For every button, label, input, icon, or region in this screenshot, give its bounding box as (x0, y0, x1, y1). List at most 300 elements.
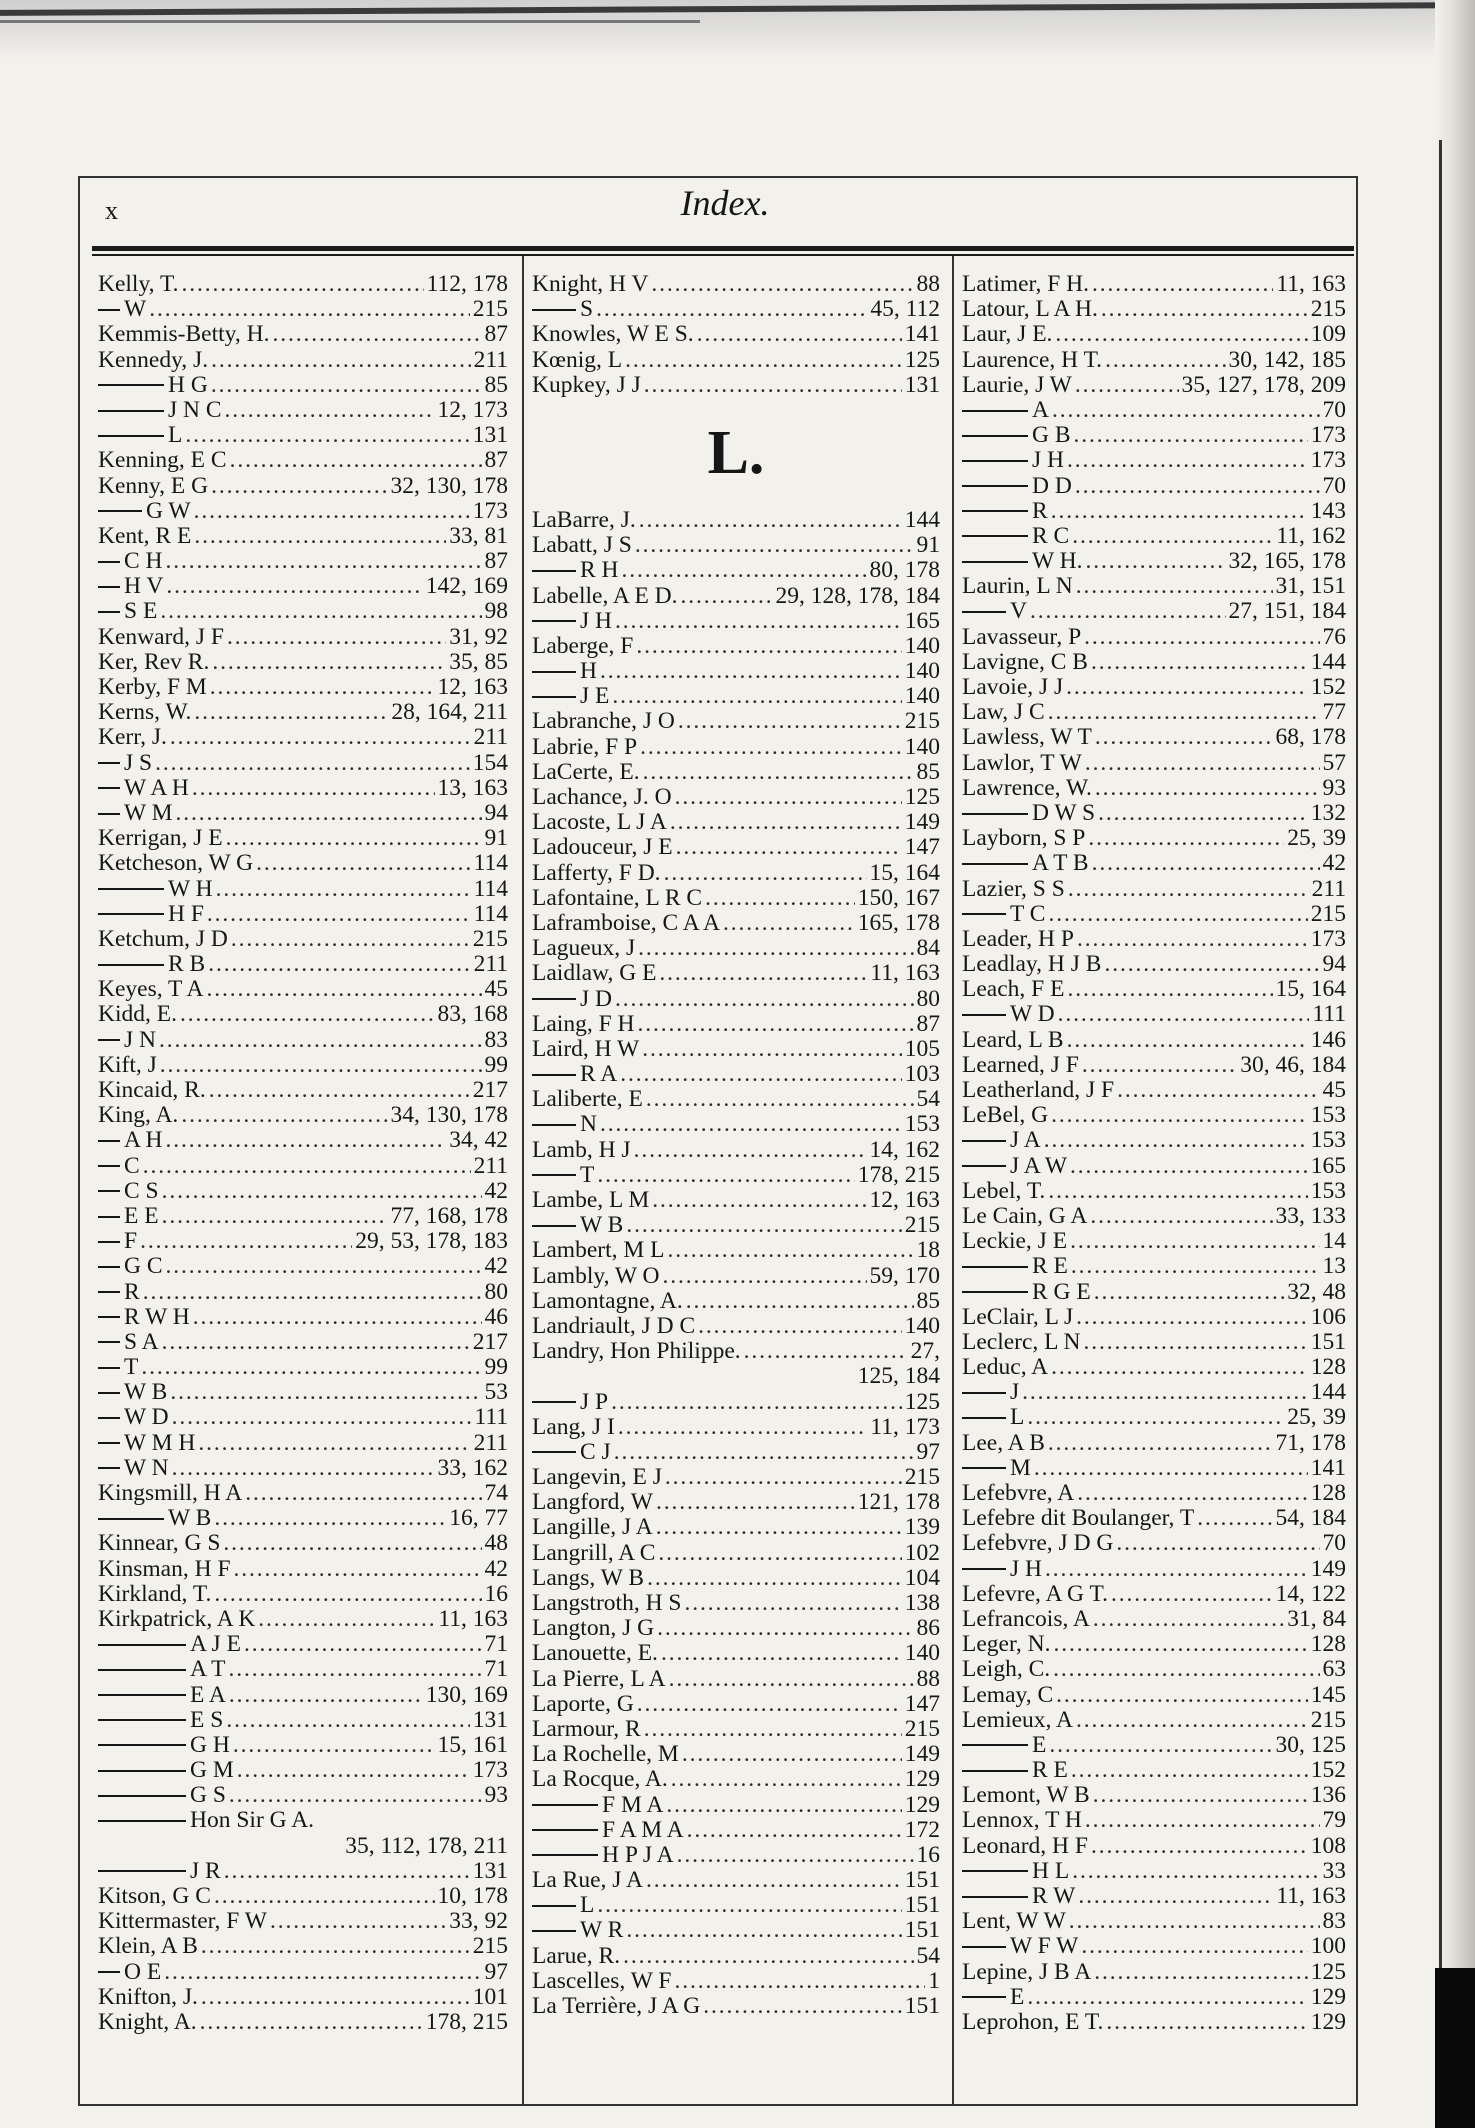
dot-leader (1067, 1028, 1308, 1053)
entry-pages: 33, 133 (1275, 1202, 1346, 1229)
entry-name (98, 1632, 241, 1657)
index-entry (98, 1053, 508, 1078)
entry-name-text: A T B (1032, 850, 1089, 877)
entry-pages: 29, 53, 178, 183 (355, 1228, 508, 1255)
dot-leader (1048, 902, 1307, 927)
ditto-dash (98, 1669, 186, 1671)
entry-name-text: G W (146, 497, 191, 524)
entry-name (98, 1607, 255, 1632)
entry-name (962, 1783, 1090, 1808)
ditto-dash (532, 1401, 576, 1403)
entry-name-text: Ladouceur, J E (532, 834, 673, 861)
entry-name-text: Kupkey, J J (532, 371, 641, 398)
entry-name (532, 1994, 700, 2019)
dot-leader (664, 861, 867, 886)
dot-leader (647, 1566, 902, 1591)
entry-pages: 14, 162 (869, 1136, 940, 1163)
entry-name-text: J A (1010, 1127, 1041, 1154)
dot-leader (1051, 1355, 1308, 1380)
index-entry (532, 1062, 940, 1087)
entry-name (532, 1918, 623, 1943)
entry-name-text: La Terrière, J A G (532, 1993, 701, 2019)
index-entry (962, 1783, 1346, 1808)
index-entry (962, 1960, 1346, 1985)
entry-name (962, 297, 1098, 322)
entry-pages: 27, (910, 1338, 940, 1365)
entry-pages: 139 (904, 1514, 940, 1541)
entry-pages: 16 (916, 1841, 940, 1868)
entry-name (532, 1515, 653, 1540)
entry-name-text: Kerr, J. (98, 724, 167, 751)
entry-name (98, 1582, 211, 1607)
index-entry (532, 1112, 940, 1137)
index-entry (98, 1078, 508, 1103)
entry-pages: 70 (1322, 1530, 1346, 1557)
index-entry (962, 1531, 1346, 1556)
index-entry (532, 373, 940, 398)
index-entry (98, 1229, 508, 1254)
entry-pages: 80 (484, 1278, 508, 1305)
entry-pages: 48 (484, 1530, 508, 1557)
index-entry (532, 1641, 940, 1666)
dot-leader (237, 1758, 470, 1783)
dot-leader (1094, 1280, 1285, 1305)
dot-leader (208, 952, 470, 977)
entry-pages: 140 (904, 683, 940, 710)
dot-leader (1070, 1154, 1308, 1179)
entry-name (962, 877, 1065, 902)
dot-leader (600, 1112, 902, 1137)
entry-name (98, 1733, 230, 1758)
entry-name (98, 398, 222, 423)
entry-name (962, 322, 1052, 347)
entry-name-text: G S (190, 1782, 226, 1809)
entry-pages: 97 (484, 1958, 508, 1985)
entry-name-text: R E (1032, 1253, 1068, 1280)
entry-pages: 70 (1322, 472, 1346, 499)
ditto-dash (98, 1518, 164, 1520)
entry-name (98, 1204, 159, 1229)
entry-name-text: Knight, H V (532, 271, 649, 297)
entry-name (962, 1960, 1091, 1985)
index-entry (532, 760, 940, 785)
entry-name (962, 272, 1089, 297)
entry-pages: 42 (484, 1253, 508, 1280)
index-entry (962, 1607, 1346, 1632)
entry-name-text: Landriault, J D C (532, 1312, 696, 1339)
entry-name (532, 936, 635, 961)
dot-leader (666, 1793, 901, 1818)
entry-name-text: Kitson, G C (98, 1883, 211, 1909)
dot-leader (1092, 851, 1320, 876)
entry-pages: 11, 173 (870, 1413, 940, 1440)
dot-leader (658, 1541, 901, 1566)
entry-name-text: Lang, J I (532, 1413, 615, 1440)
entry-pages: 125, 184 (857, 1363, 940, 1390)
entry-name-text: J E (580, 683, 610, 710)
entry-pages: 217 (472, 1328, 508, 1355)
index-entry (962, 751, 1346, 776)
entry-pages: 128 (1310, 1354, 1346, 1381)
index-entry (98, 1884, 508, 1909)
ditto-dash (98, 611, 120, 613)
entry-pages: 125 (904, 1388, 940, 1415)
entry-pages: 125 (1310, 1958, 1346, 1985)
entry-name (532, 810, 667, 835)
entry-pages: 93 (1322, 774, 1346, 801)
dot-leader (180, 1002, 435, 1027)
facing-page-edge (1435, 0, 1475, 2128)
entry-name-text: T (580, 1161, 595, 1188)
dot-leader (270, 1909, 446, 1934)
entry-name (962, 549, 1082, 574)
entry-name (962, 1229, 1067, 1254)
entry-name-text: G M (190, 1757, 234, 1784)
dot-leader (1093, 1783, 1308, 1808)
entry-name-text: F (124, 1228, 138, 1255)
entry-name (98, 1859, 221, 1884)
entry-pages: 215 (472, 925, 508, 952)
dot-leader (1022, 1380, 1308, 1405)
entry-name-text: R H (580, 557, 619, 584)
dot-leader (597, 1893, 901, 1918)
entry-pages: 141 (1310, 1454, 1346, 1481)
entry-pages: 88 (916, 1665, 940, 1692)
index-entry (532, 987, 940, 1012)
entry-name (532, 1616, 654, 1641)
ditto-dash (98, 1039, 120, 1041)
entry-pages: 34, 42 (449, 1127, 508, 1154)
dot-leader (1066, 675, 1308, 700)
ditto-dash (962, 485, 1028, 487)
entry-pages: 151 (904, 1917, 940, 1944)
entry-name-text: Lemay, C (962, 1681, 1054, 1708)
entry-name-text: King, A. (98, 1102, 179, 1129)
entry-name-text: Labrie, F P (532, 733, 638, 760)
index-entry (532, 1264, 940, 1289)
entry-name (532, 1012, 634, 1037)
index-entry (98, 1683, 508, 1708)
entry-name-text: W H. (1032, 548, 1083, 575)
entry-name (98, 1557, 231, 1582)
entry-pages: 88 (916, 271, 940, 297)
entry-pages: 83 (1322, 1908, 1346, 1935)
dot-leader (1088, 826, 1284, 851)
dot-leader (166, 1254, 482, 1279)
entry-name-text: O E (124, 1958, 162, 1985)
entry-name-text: H V (124, 573, 164, 600)
dot-leader (1095, 776, 1320, 801)
dot-leader (228, 1657, 481, 1682)
index-entry (962, 1204, 1346, 1229)
dot-leader (1067, 448, 1308, 473)
index-entry (98, 650, 508, 675)
dot-leader (675, 785, 902, 810)
entry-name-text: Langford, W (532, 1489, 653, 1516)
index-entry (532, 634, 940, 659)
entry-name (98, 751, 152, 776)
entry-name (532, 322, 694, 347)
dot-leader (1072, 1859, 1319, 1884)
entry-pages: 77, 168, 178 (390, 1202, 508, 1229)
dot-leader (185, 423, 469, 448)
entry-name (962, 1683, 1053, 1708)
index-entry (962, 549, 1346, 574)
index-entry (532, 272, 940, 297)
index-entry (962, 801, 1346, 826)
entry-name-text: LaCerte, E. (532, 758, 640, 785)
entry-name (98, 1909, 267, 1934)
dot-leader (1051, 1103, 1308, 1128)
entry-name (962, 1380, 1019, 1405)
entry-name (962, 373, 1072, 398)
entry-name (962, 1884, 1075, 1909)
entry-name-text: E (1032, 1731, 1047, 1758)
entry-pages: 83 (484, 1026, 508, 1053)
entry-name-text: R (124, 1278, 140, 1305)
dot-leader (620, 1062, 902, 1087)
entry-name (532, 1692, 634, 1717)
entry-name (962, 1128, 1041, 1153)
entry-name (98, 1783, 226, 1808)
entry-name-text: A J E (190, 1631, 241, 1658)
dot-leader (659, 961, 867, 986)
entry-name-text: W B (124, 1379, 168, 1406)
index-entry (532, 1843, 940, 1868)
entry-pages: 28, 164, 211 (391, 699, 508, 726)
index-entry (98, 499, 508, 524)
entry-name-text: J (1010, 1379, 1020, 1406)
index-entry (962, 1053, 1346, 1078)
entry-name-text: E E (124, 1202, 159, 1229)
dot-leader (231, 927, 470, 952)
index-entry (962, 322, 1346, 347)
dot-leader (1045, 1557, 1308, 1582)
entry-pages: 129 (1310, 2008, 1346, 2035)
entry-name-text: Law, J C (962, 699, 1045, 726)
entry-name-text: Lagueux, J (532, 935, 636, 962)
index-entry (962, 524, 1346, 549)
dot-leader (223, 1531, 481, 1556)
entry-name (962, 1758, 1068, 1783)
ditto-dash (962, 611, 1006, 613)
dot-leader (170, 1380, 481, 1405)
dot-leader (1095, 725, 1273, 750)
dot-leader (1049, 1733, 1272, 1758)
entry-name-text: D D (1032, 472, 1072, 499)
entry-name (98, 1506, 211, 1531)
dot-leader (160, 599, 481, 624)
entry-pages: 71 (484, 1656, 508, 1683)
dot-leader (162, 1330, 470, 1355)
ditto-dash (98, 964, 164, 966)
entry-pages: 30, 125 (1275, 1731, 1346, 1758)
entry-name-text: S E (124, 598, 158, 625)
index-entry (532, 886, 940, 911)
ditto-dash (532, 998, 576, 1000)
index-entry (98, 927, 508, 952)
entry-name (98, 1002, 177, 1027)
entry-name (98, 1280, 140, 1305)
ditto-dash (98, 1644, 186, 1646)
entry-name-text: J R (190, 1857, 221, 1884)
entry-name (532, 584, 678, 609)
entry-name (532, 1667, 666, 1692)
ditto-dash (98, 1392, 120, 1394)
index-entry (962, 977, 1346, 1002)
entry-name (962, 1733, 1046, 1758)
entry-name-text: A H (124, 1127, 163, 1154)
entry-name (962, 1481, 1074, 1506)
ditto-dash (962, 813, 1028, 815)
ditto-dash (962, 1996, 1006, 1998)
entry-pages: 84 (916, 935, 940, 962)
index-entry (98, 423, 508, 448)
entry-pages: 165 (904, 607, 940, 634)
dot-leader (226, 1708, 469, 1733)
ditto-dash (98, 813, 120, 815)
entry-pages: 173 (1310, 422, 1346, 449)
entry-name (98, 2010, 197, 2035)
dot-leader (224, 1859, 470, 1884)
entry-name-text: Lamb, H J (532, 1136, 631, 1163)
index-entry (962, 1103, 1346, 1128)
entry-name-text: Leard, L B (962, 1026, 1064, 1053)
index-entry (532, 1994, 940, 2019)
entry-pages: 32, 48 (1287, 1278, 1346, 1305)
entry-pages: 31, 84 (1287, 1605, 1346, 1632)
ditto-dash (98, 1744, 186, 1746)
entry-pages: 147 (904, 1690, 940, 1717)
entry-name (98, 272, 179, 297)
index-entry (532, 533, 940, 558)
entry-name-text: Lazier, S S (962, 875, 1065, 902)
index-entry (962, 776, 1346, 801)
entry-name (98, 1884, 211, 1909)
entry-name (98, 1657, 225, 1682)
entry-name-text: M (1010, 1454, 1031, 1481)
index-entry (532, 861, 940, 886)
ditto-dash (532, 1854, 598, 1856)
entry-name (962, 1657, 1050, 1682)
entry-name-text: R W H (124, 1303, 190, 1330)
entry-name-text: H L (1032, 1857, 1070, 1884)
dot-leader (1069, 1909, 1320, 1934)
ditto-dash (962, 913, 1006, 915)
entry-pages: 25, 39 (1287, 1404, 1346, 1431)
entry-name (98, 1431, 195, 1456)
dot-leader (1077, 1481, 1308, 1506)
index-entry (98, 826, 508, 851)
index-entry (98, 1909, 508, 1934)
entry-pages: 129 (904, 1766, 940, 1793)
dot-leader (227, 625, 446, 650)
index-entry (98, 1254, 508, 1279)
dot-leader (258, 1607, 435, 1632)
dot-leader (1094, 1960, 1308, 1985)
entry-pages: 215 (904, 1212, 940, 1239)
index-entry (532, 1339, 940, 1364)
dot-leader (207, 902, 471, 927)
entry-pages: 53 (484, 1379, 508, 1406)
entry-name-text: Leprohon, E T. (962, 2008, 1104, 2035)
entry-name-text: Lavasseur, P (962, 623, 1082, 650)
index-entry (532, 609, 940, 634)
ditto-dash (98, 888, 164, 890)
entry-pages: 101 (472, 1983, 508, 2010)
index-entry (98, 902, 508, 927)
index-entry (962, 851, 1346, 876)
index-entry (532, 1541, 940, 1566)
dot-leader (1093, 1607, 1284, 1632)
entry-name-text: H (580, 658, 597, 685)
entry-name (98, 348, 208, 373)
entry-pages: 151 (904, 1867, 940, 1894)
entry-name (962, 927, 1074, 952)
entry-name (98, 1934, 198, 1959)
index-entry (532, 1692, 940, 1717)
entry-pages: 215 (904, 708, 940, 735)
index-entry (962, 1431, 1346, 1456)
entry-name (962, 776, 1092, 801)
entry-name (962, 977, 1064, 1002)
entry-name (98, 826, 223, 851)
entry-name (532, 1264, 660, 1289)
index-entry (962, 1657, 1346, 1682)
entry-pages: 77 (1322, 699, 1346, 726)
entry-name (98, 499, 191, 524)
index-entry (532, 684, 940, 709)
dot-leader (172, 1456, 435, 1481)
header-rule-thin (92, 254, 1354, 256)
dot-leader (166, 549, 482, 574)
index-entry (962, 725, 1346, 750)
entry-name-text: R C (1032, 522, 1070, 549)
index-entry (98, 1960, 508, 1985)
entry-pages: 215 (1310, 296, 1346, 323)
entry-name (532, 348, 622, 373)
entry-name-text: J H (1010, 1555, 1042, 1582)
entry-pages: 30, 142, 185 (1228, 346, 1346, 373)
index-entry (98, 373, 508, 398)
index-entry (532, 1767, 940, 1792)
dot-leader (618, 1415, 867, 1440)
dot-leader (670, 810, 902, 835)
dot-leader (1092, 272, 1273, 297)
ditto-dash (532, 1930, 576, 1932)
entry-pages: 131 (904, 371, 940, 398)
entry-name-text: Lepine, J B A (962, 1958, 1092, 1985)
dot-leader (141, 1355, 481, 1380)
index-entry (532, 1893, 940, 1918)
dot-leader (201, 1934, 470, 1959)
dot-leader (1078, 1884, 1273, 1909)
index-entry (98, 1834, 508, 1859)
entry-name-text: T C (1010, 900, 1046, 927)
entry-name (98, 1305, 190, 1330)
index-entry (532, 1616, 940, 1641)
entry-name-text: L (580, 1892, 595, 1919)
entry-name (962, 675, 1063, 700)
entry-pages: 87 (484, 548, 508, 575)
entry-name (962, 599, 1027, 624)
entry-pages: 150, 167 (857, 884, 940, 911)
entry-pages: 112, 178 (426, 271, 508, 297)
entry-name (962, 448, 1064, 473)
index-entry (532, 1364, 940, 1389)
ditto-dash (962, 1568, 1006, 1570)
dot-leader (1068, 877, 1309, 902)
